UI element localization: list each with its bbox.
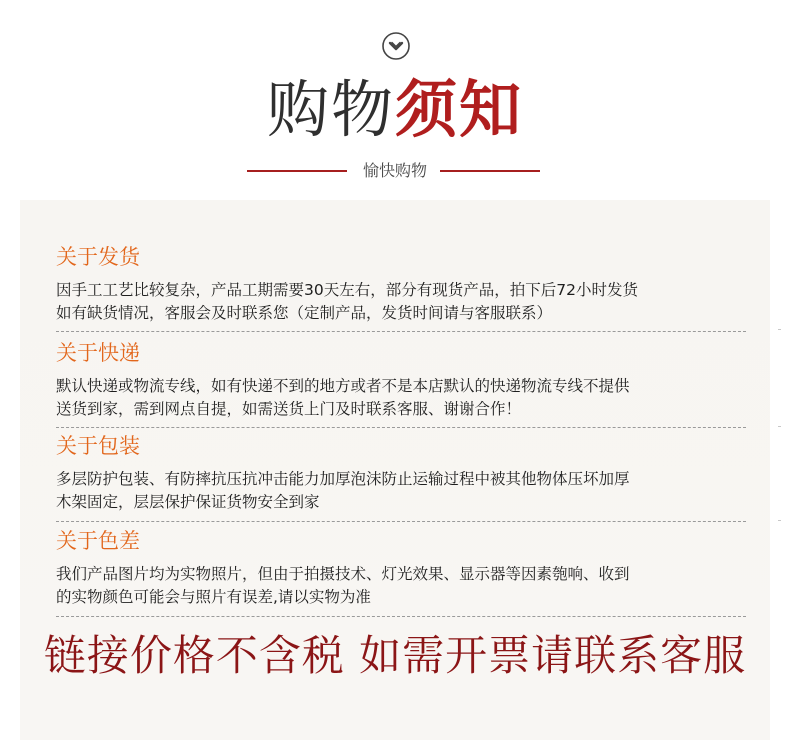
section-text: 默认快递或物流专线，如有快递不到的地方或者不是本店默认的快递物流专线不提供 送货到家，需到网点自提，如需送货上门及时联系客服、谢谢合作！ [56, 377, 630, 418]
section-title: 关于快递 [56, 341, 140, 365]
page-title [0, 70, 790, 150]
section-divider [56, 331, 746, 332]
header [0, 0, 790, 200]
section-text: 我们产品图片均为实物照片，但由于拍摄技术、灯光效果、显示器等因素匏响、收到 的实物颜色可能会与照片有误差,请以实物为准 [56, 565, 630, 606]
section-divider [56, 521, 746, 522]
title-part-notice: 须知 [395, 73, 524, 146]
chevron-down-circle-icon [381, 31, 411, 61]
title-part-shopping: 购物 [266, 73, 395, 146]
subtitle-divider-left [247, 170, 347, 172]
section-divider [56, 616, 746, 617]
section-title: 关于色差 [56, 529, 140, 553]
section-divider [56, 427, 746, 428]
section-text: 多层防护包装、有防摔抗压抗冲击能力加厚泡沫防止运输过程中被其他物体压坏加厚 木架固定，层层保护保证货物安全到家 [56, 470, 630, 511]
subtitle-row [0, 158, 790, 184]
page-subtitle: 愉快购物 [362, 161, 427, 180]
edge-mark [778, 520, 781, 521]
tax-invoice-notice: 链接价格不含税 如需开票请联系客服 [43, 631, 747, 680]
section-title: 关于包装 [56, 434, 140, 458]
edge-mark [778, 329, 781, 330]
edge-mark [778, 426, 781, 427]
section-text: 因手工工艺比较复杂，产品工期需要30天左右，部分有现货产品，拍下后72小时发货 如有缺货情况，客服会及时联系您（定制产品，发货时间请与客服联系） [56, 281, 638, 322]
section-title: 关于发货 [56, 245, 140, 269]
subtitle-divider-right [440, 170, 540, 172]
